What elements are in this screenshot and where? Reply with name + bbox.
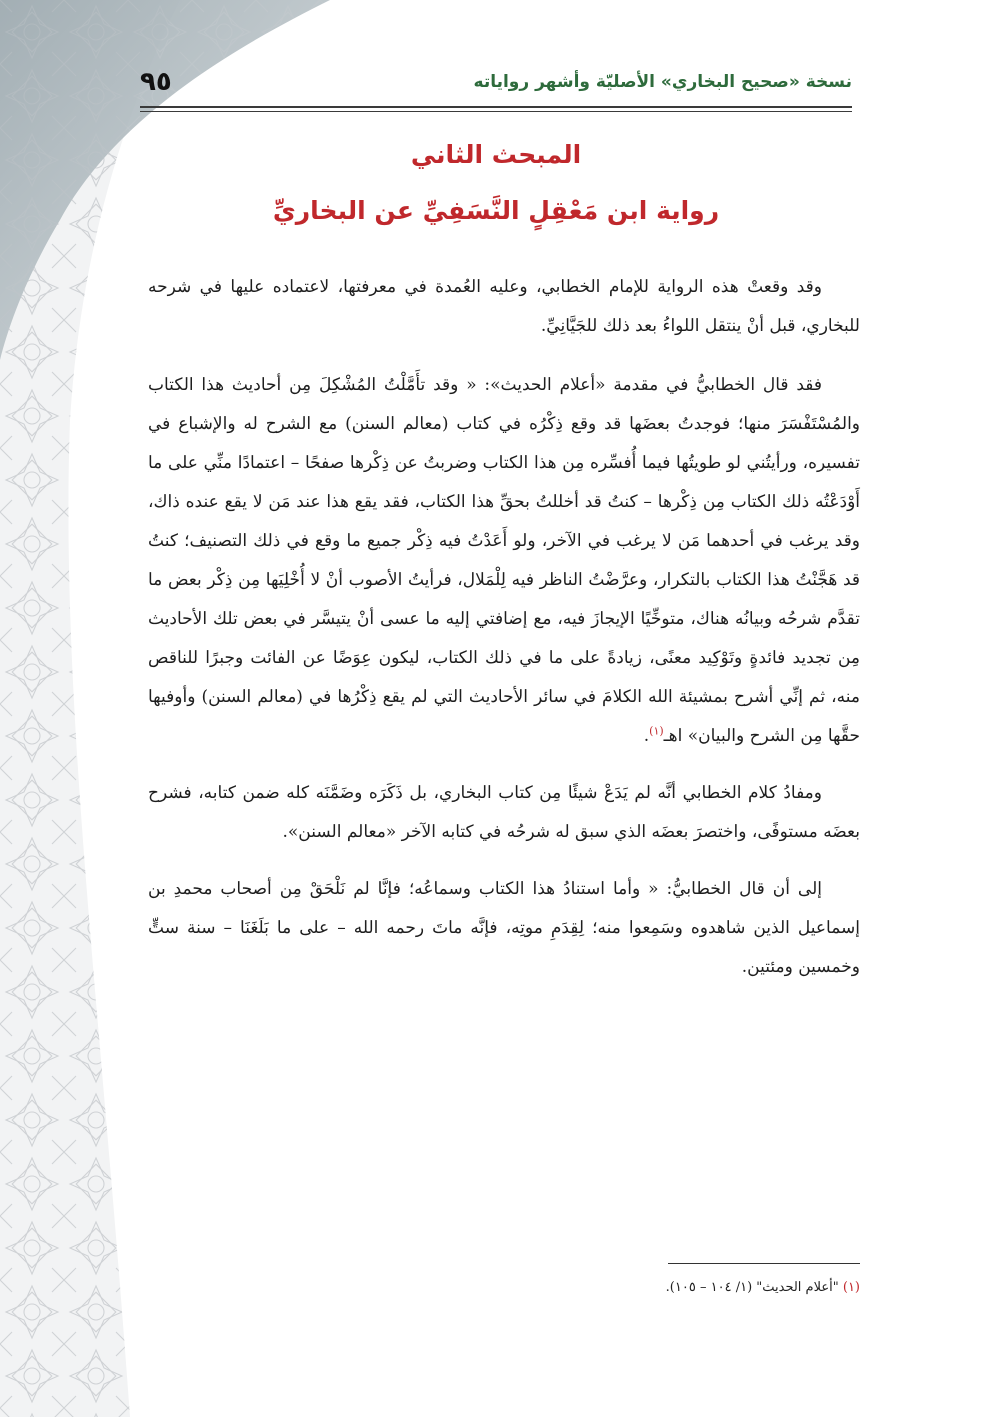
footnote-reference[interactable]: (١) [649, 724, 664, 738]
section-heading: المبحث الثاني [410, 140, 582, 169]
page-number: ٩٥ [140, 67, 172, 97]
footnote-text: "أعلام الحديث" (١/ ١٠٤ – ١٠٥). [665, 1280, 839, 1295]
paragraph-2 [148, 366, 860, 756]
footnote-number: (١) [842, 1280, 860, 1295]
header-rule-bottom [140, 111, 852, 112]
body-text [148, 268, 860, 987]
header-rule-top [140, 106, 852, 108]
running-title: نسخة «صحيح البخاري» الأصليّة وأشهر رواياته [473, 72, 852, 92]
page-header [140, 62, 852, 102]
paragraph-3: ومفادُ كلام الخطابي أنَّه لم يَدَعْ شيئًا مِن كتاب البخاري، بل ذَكَرَه وضَمَّنَه كله ضمن كتابه، فشرح بعضَه مستوفًى، واختصرَ بعضَه الذي سبق له شرحُه في كتابه الآخر «معالم السنن». [148, 783, 860, 842]
section-subheading: رواية ابن مَعْقِلٍ النَّسَفِيِّ عن البخاريِّ [272, 196, 720, 225]
footnote-separator [668, 1263, 860, 1264]
paragraph-1: وقد وقعتْ هذه الرواية للإمام الخطابي، وعليه العُمدة في معرفتها، لاعتماده عليها في شرحه للبخاري، قبل أنْ ينتقل اللواءُ بعد ذلك للجَيَّانِيِّ. [148, 277, 860, 336]
footnote [148, 1280, 860, 1295]
paragraph-2-end: . [643, 726, 650, 746]
paragraph-4: إلى أن قال الخطابيُّ: « وأما استنادُ هذا الكتاب وسماعُه؛ فإنَّا لم نَلْحَقْ مِن أصحاب محمدِ بن إسماعيل الذين شاهدوه وسَمِعوا منه؛ لِقِدَمِ موتِه، فإنَّه ماتَ رحمه الله – على ما بَلَغَنَا – سنة ستٍّ وخمسين ومئتين. [148, 879, 860, 977]
paragraph-2-text: فقد قال الخطابيُّ في مقدمة «أعلام الحديث»: « وقد تأَمَّلْتُ المُشْكِلَ مِن أحاديث هذا الكتاب والمُسْتَفْسَرَ منها؛ فوجدتُ بعضَها قد وقع ذِكْرُه في كتاب (معالم السنن) مع الشرح له والإشباع في تفسيره، ورأيتُني لو طويتُها فيما أُفسِّره مِن هذا الكتاب وضربتُ عن ذِكْرها صفحًا – اعتمادًا منِّي على ما أَوْدَعْتُه ذلك الكتاب مِن ذِكْرها – كنتُ قد أخللتُ بحقِّ هذا الكتاب، فقد يقع هذا عند مَن لا يقع عنده ذاك، وقد يرغب في أحدهما مَن لا يرغب في الآخر، ولو أَعَدْتُ فيه ذِكْر جميع ما وقع في ذلك التصنيف؛ كنتُ قد هَجَّنْتُ هذا الكتاب بالتكرار، وعرَّضْتُ الناظر فيه لِلْمَلال، فرأيتُ الأصوب أنْ لا أُخْلِيَها مِن ذِكْر بعض ما تقدَّم شرحُه وبيانُه هناك، متوخِّيًا الإيجازَ فيه، مع إضافتي إليه ما عسى أنْ يتيسَّر في بعض تلك الأحاديث مِن تجديد فائدةٍ وتَوْكِيد معنًى، زيادةً على ما في ذلك الكتاب، ليكون عِوَضًا عن الفائت وجبرًا للناقص منه، ثم إنِّي أشرح بمشيئة الله الكلامَ في سائر الأحاديث التي لم يقع ذِكْرُها في (معالم السنن) وأوفيها حقَّها مِن الشرح والبيان» اهـ [148, 375, 860, 746]
